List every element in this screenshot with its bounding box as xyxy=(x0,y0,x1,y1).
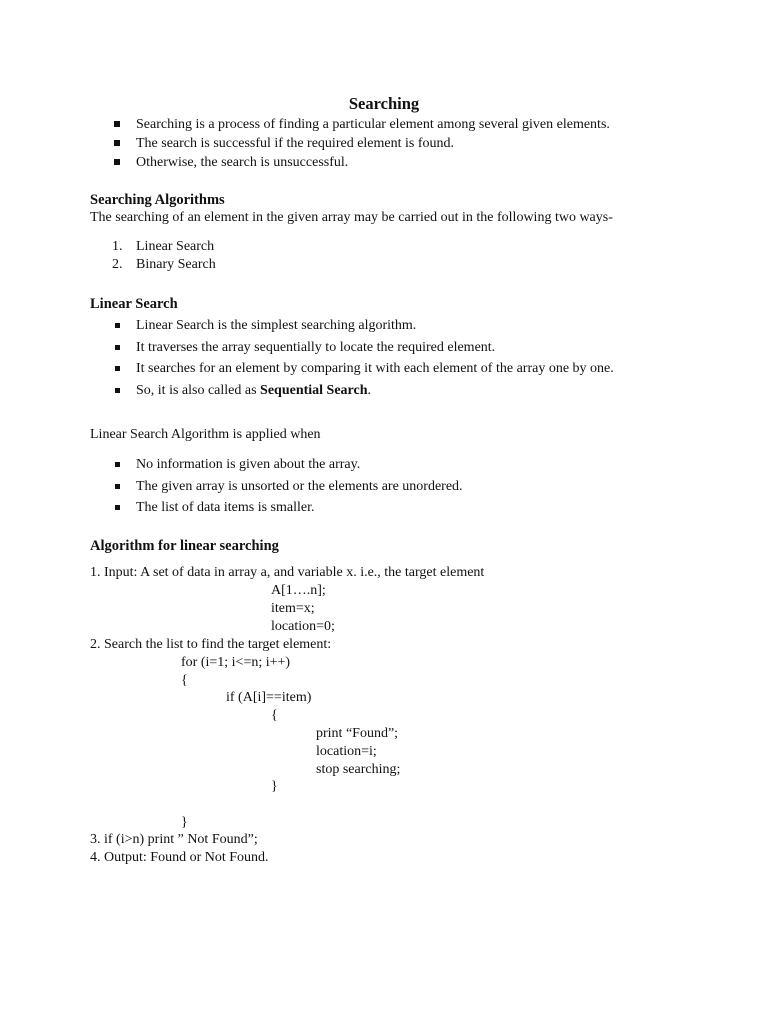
algorithm-line-8: if (A[i]==item) xyxy=(226,690,312,705)
linear-bullet-4 xyxy=(136,382,371,400)
bullet-marker xyxy=(115,484,120,489)
algorithm-line-14: } xyxy=(181,815,188,830)
algorithm-line-10: print “Found”; xyxy=(316,726,399,741)
linear-bullet-2: It traverses the array sequentially to locate the required element. xyxy=(136,340,496,355)
algorithm-line-11: location=i; xyxy=(316,744,377,759)
section-heading-searching-algorithms: Searching Algorithms xyxy=(90,192,225,208)
section-heading-algorithm: Algorithm for linear searching xyxy=(90,538,279,554)
numbered-item-number: 1. xyxy=(112,239,123,254)
algorithm-line-2: A[1….n]; xyxy=(271,583,326,598)
algorithm-line-16: 4. Output: Found or Not Found. xyxy=(90,850,269,865)
sequential-suffix: . xyxy=(367,383,372,398)
numbered-item-number: 2. xyxy=(112,257,123,272)
bullet-marker xyxy=(114,121,120,127)
numbered-item-binary-search: Binary Search xyxy=(136,257,216,272)
linear-bullet-1: Linear Search is the simplest searching algorithm. xyxy=(136,318,417,333)
sequential-prefix: So, it is also called as xyxy=(136,383,261,398)
bullet-marker xyxy=(114,140,120,146)
algorithm-line-12: stop searching; xyxy=(316,762,401,777)
bullet-marker xyxy=(115,462,120,467)
page-title: Searching xyxy=(348,94,420,113)
bullet-marker xyxy=(115,505,120,510)
sequential-search-bold: Sequential Search xyxy=(260,383,368,398)
algorithm-line-5: 2. Search the list to find the target element: xyxy=(90,637,332,652)
algorithms-paragraph: The searching of an element in the given array may be carried out in the following two ways- xyxy=(90,210,613,225)
algorithm-line-3: item=x; xyxy=(271,601,315,616)
algorithm-line-7: { xyxy=(181,673,188,688)
algorithm-line-6: for (i=1; i<=n; i++) xyxy=(181,655,291,670)
applied-bullet-1: No information is given about the array. xyxy=(136,457,361,472)
bullet-marker xyxy=(115,366,120,371)
bullet-marker xyxy=(115,388,120,393)
section-heading-linear-search: Linear Search xyxy=(90,296,178,312)
applied-paragraph: Linear Search Algorithm is applied when xyxy=(90,427,321,442)
bullet-marker xyxy=(114,159,120,165)
bullet-marker xyxy=(115,323,120,328)
linear-bullet-3: It searches for an element by comparing it with each element of the array one by one. xyxy=(136,361,614,376)
algorithm-line-4: location=0; xyxy=(271,619,335,634)
algorithm-line-13: } xyxy=(271,779,278,794)
intro-bullet-2: The search is successful if the required element is found. xyxy=(136,136,455,151)
algorithm-line-15: 3. if (i>n) print ” Not Found”; xyxy=(90,832,258,847)
algorithm-line-1: 1. Input: A set of data in array a, and variable x. i.e., the target element xyxy=(90,565,485,580)
bullet-marker xyxy=(115,345,120,350)
numbered-item-linear-search: Linear Search xyxy=(136,239,215,254)
intro-bullet-1: Searching is a process of finding a particular element among several given elements. xyxy=(136,117,610,132)
applied-bullet-3: The list of data items is smaller. xyxy=(136,500,315,515)
intro-bullet-3: Otherwise, the search is unsuccessful. xyxy=(136,155,349,170)
applied-bullet-2: The given array is unsorted or the elements are unordered. xyxy=(136,479,463,494)
algorithm-line-9: { xyxy=(271,708,278,723)
